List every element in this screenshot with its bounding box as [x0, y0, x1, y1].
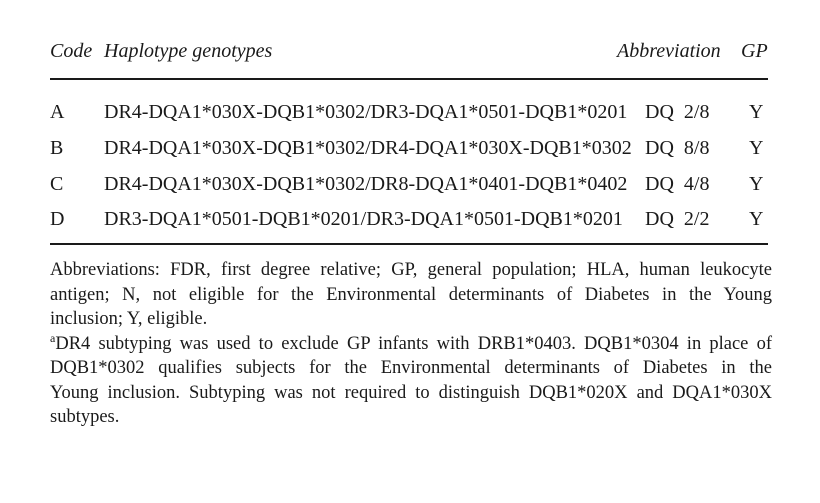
row-code: D [50, 208, 65, 230]
header-haplotype: Haplotype genotypes [104, 40, 273, 62]
table-row [0, 206, 820, 232]
row-code: B [50, 137, 64, 159]
abbreviations-line: inclusion; Y, eligible. [50, 309, 208, 329]
abbreviations-line: Abbreviations: FDR, first degree relative; GP, general population; HLA, human leukocyte [50, 260, 772, 280]
row-abbreviation: DQ 4/8 [645, 173, 710, 195]
row-gp: Y [749, 173, 764, 195]
row-haplotype: DR3-DQA1*0501-DQB1*0201/DR3-DQA1*0501-DQB1*0201 [104, 208, 623, 230]
row-abbreviation: DQ 2/8 [645, 101, 710, 123]
row-code: A [50, 101, 65, 123]
table-footnotes [50, 258, 772, 430]
note-line: DQB1*0302 qualifies subjects for the Environmental determinants of Diabetes in the [50, 358, 772, 378]
abbreviations-line: antigen; N, not eligible for the Environmental determinants of Diabetes in the Young [50, 284, 772, 305]
header-abbreviation: Abbreviation [617, 40, 721, 62]
row-haplotype: DR4-DQA1*030X-DQB1*0302/DR4-DQA1*030X-DQB1*0302 [104, 137, 632, 159]
note-line: subtypes. [50, 407, 120, 427]
header-rule [50, 78, 768, 80]
bottom-rule [50, 243, 768, 245]
row-gp: Y [749, 208, 764, 230]
row-abbreviation: DQ 2/2 [645, 208, 710, 230]
header-gp: GP [741, 40, 768, 62]
row-code: C [50, 173, 64, 195]
table-row [0, 171, 820, 197]
header-code: Code [50, 40, 93, 62]
note-line: Young inclusion. Subtyping was not required to distinguish DQB1*020X and DQA1*030X [50, 382, 772, 403]
row-gp: Y [749, 101, 764, 123]
note-marker: a [50, 330, 56, 345]
row-gp: Y [749, 137, 764, 159]
row-haplotype: DR4-DQA1*030X-DQB1*0302/DR8-DQA1*0401-DQB1*0402 [104, 173, 628, 195]
row-abbreviation: DQ 8/8 [645, 137, 710, 159]
table-row [0, 135, 820, 161]
table-row [0, 99, 820, 125]
note-line [50, 332, 772, 357]
note-text: DR4 subtyping was used to exclude GP infants with DRB1*0403. DQB1*0304 in place of [55, 333, 772, 354]
row-haplotype: DR4-DQA1*030X-DQB1*0302/DR3-DQA1*0501-DQB1*0201 [104, 101, 628, 123]
